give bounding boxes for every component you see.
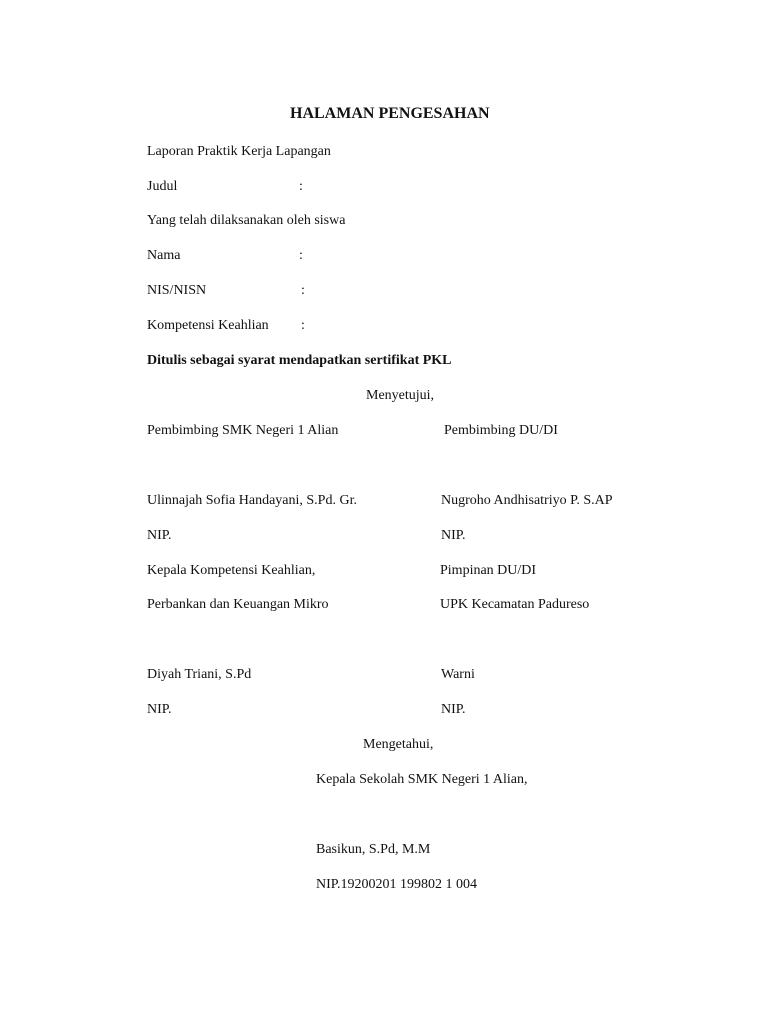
page-title: HALAMAN PENGESAHAN bbox=[290, 105, 490, 122]
intro-line: Yang telah dilaksanakan oleh siswa bbox=[147, 213, 346, 228]
right-signer-name: Nugroho Andhisatriyo P. S.AP bbox=[441, 493, 613, 508]
kompetensi-colon: : bbox=[301, 318, 305, 333]
left-head-role-1: Kepala Kompetensi Keahlian, bbox=[147, 563, 316, 578]
principal-nip: NIP.19200201 199802 1 004 bbox=[316, 877, 478, 892]
left-nip: NIP. bbox=[147, 528, 172, 543]
principal-name: Basikun, S.Pd, M.M bbox=[316, 842, 431, 857]
left-role: Pembimbing SMK Negeri 1 Alian bbox=[147, 423, 339, 438]
principal-role: Kepala Sekolah SMK Negeri 1 Alian, bbox=[316, 772, 528, 787]
right-head-role-1: Pimpinan DU/DI bbox=[440, 563, 537, 578]
report-line: Laporan Praktik Kerja Lapangan bbox=[147, 144, 331, 159]
left-head-nip: NIP. bbox=[147, 702, 172, 717]
right-nip: NIP. bbox=[441, 528, 466, 543]
left-signer-name: Ulinnajah Sofia Handayani, S.Pd. Gr. bbox=[147, 493, 357, 508]
known-heading: Mengetahui, bbox=[363, 737, 434, 752]
purpose-line: Ditulis sebagai syarat mendapatkan sertifikat PKL bbox=[147, 353, 452, 368]
right-head-name: Warni bbox=[441, 667, 475, 682]
judul-label: Judul bbox=[147, 179, 178, 194]
left-head-role-2: Perbankan dan Keuangan Mikro bbox=[147, 597, 329, 612]
judul-colon: : bbox=[299, 179, 303, 194]
kompetensi-label: Kompetensi Keahlian bbox=[147, 318, 269, 333]
nama-label: Nama bbox=[147, 248, 181, 263]
approve-heading: Menyetujui, bbox=[366, 388, 435, 403]
left-head-name: Diyah Triani, S.Pd bbox=[147, 667, 252, 682]
nis-label: NIS/NISN bbox=[147, 283, 207, 298]
nis-colon: : bbox=[301, 283, 305, 298]
right-head-role-2: UPK Kecamatan Padureso bbox=[440, 597, 590, 612]
right-head-nip: NIP. bbox=[441, 702, 466, 717]
nama-colon: : bbox=[299, 248, 303, 263]
right-role: Pembimbing DU/DI bbox=[444, 423, 558, 438]
